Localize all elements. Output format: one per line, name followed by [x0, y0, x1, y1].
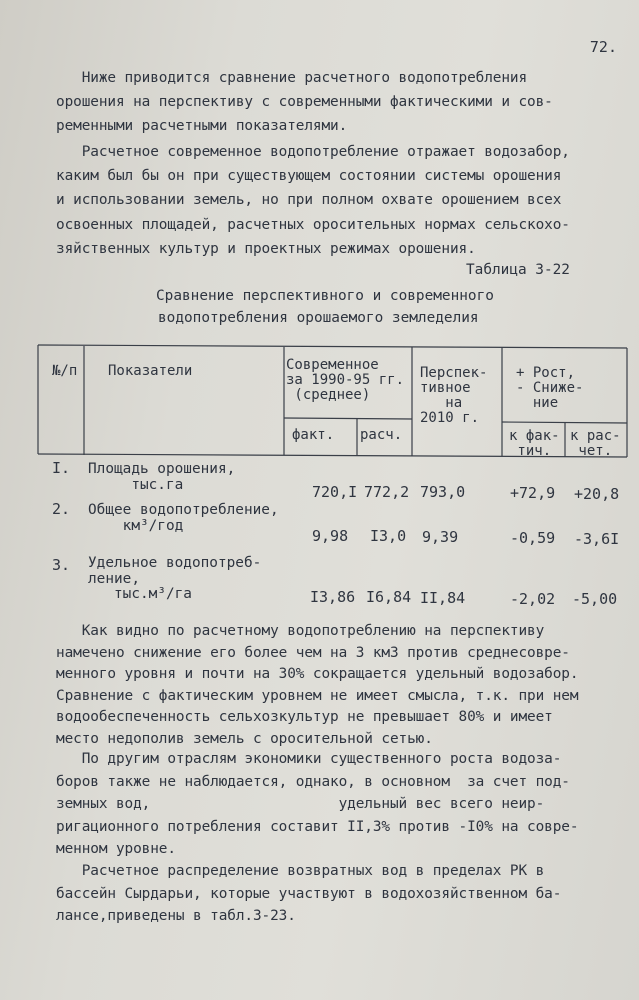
text-line: место недополив земель с оросительной сетью.	[56, 730, 433, 747]
text-line: лансе,приведены в табл.3-23.	[56, 908, 296, 924]
header-perspective: Перспек- тивное на 2010 г.	[420, 365, 488, 426]
text-line: ременными расчетными показателями.	[56, 118, 348, 135]
cell-to-fact: -2,02	[510, 590, 556, 608]
cell-calc: 772,2	[364, 483, 410, 501]
text-line: бассейн Сырдарьи, которые участвуют в водохозяйственном ба-	[56, 885, 562, 902]
text-line: менного уровня и почти на 30% сокращается удельный водозабор.	[56, 666, 579, 682]
cell-fact: 720,I	[312, 483, 358, 501]
cell-to-calc: +20,8	[574, 485, 620, 503]
paragraph-5	[56, 860, 616, 928]
row-label: Общее водопотребление, км³/год	[88, 502, 279, 534]
table-title-line: Сравнение перспективного и современного	[156, 288, 494, 304]
header-fact: факт.	[292, 427, 335, 443]
text-line: Сравнение с фактическим уровнем не имеет смысла, т.к. при нем	[56, 687, 579, 704]
cell-to-calc: -3,6I	[574, 530, 620, 548]
text-line: каким был бы он при существующем состоянии системы орошения	[56, 168, 562, 185]
cell-to-fact: +72,9	[510, 484, 556, 502]
table-label: Таблица 3-22	[466, 262, 570, 278]
row-index: 2.	[52, 500, 71, 518]
text-line: ригационного потребления составит II,3% против -I0% на совре-	[56, 818, 579, 835]
text-line: боров также не наблюдается, однако, в основном за счет под-	[56, 773, 570, 790]
header-calc: расч.	[360, 427, 403, 443]
text-line: земных вод, удельный вес всего неир-	[56, 796, 545, 812]
cell-to-calc: -5,00	[572, 590, 618, 608]
header-growth: + Рост, - Сниже- ние	[516, 365, 584, 411]
text-line: По другим отраслям экономики существенного роста водоза-	[56, 751, 562, 767]
cell-calc: I3,0	[370, 527, 407, 545]
cell-persp: 9,39	[422, 528, 459, 546]
paragraph-4	[56, 748, 616, 861]
cell-persp: 793,0	[420, 483, 466, 501]
header-modern: Современное за 1990-95 гг. (среднее)	[286, 357, 405, 403]
text-line: зяйственных культур и проектных режимах орошения.	[56, 240, 476, 257]
text-line: Ниже приводится сравнение расчетного водопотребления	[56, 70, 528, 86]
text-line: водообеспеченность сельхозкультур не превышает 80% и имеет	[56, 709, 553, 725]
table-title-line: водопотребления орошаемого земледелия	[158, 310, 479, 326]
header-indicators: Показатели	[108, 363, 193, 379]
text-line: Расчетное современное водопотребление отражает водозабор,	[56, 144, 570, 160]
row-label: Удельное водопотреб- ление, тыс.м³/га	[88, 555, 262, 602]
paragraph-3	[56, 621, 616, 750]
cell-to-fact: -0,59	[510, 529, 556, 547]
text-line: освоенных площадей, расчетных оросительных нормах сельскохо-	[56, 216, 570, 233]
row-index: 3.	[52, 556, 71, 574]
text-line: Как видно по расчетному водопотреблению на перспективу	[56, 623, 545, 639]
text-line: менном уровне.	[56, 841, 176, 857]
header-to-fact: к фак- тич.	[509, 428, 560, 459]
header-to-calc: к рас- чет.	[570, 428, 621, 459]
text-line: и использовании земель, но при полном охвате орошением всех	[56, 192, 562, 209]
cell-calc: I6,84	[366, 588, 412, 606]
page-number: 72.	[589, 38, 617, 56]
cell-persp: II,84	[420, 589, 466, 607]
row-label: Площадь орошения, тыс.га	[88, 461, 236, 493]
header-num: №/п	[52, 363, 78, 379]
row-index: I.	[52, 459, 71, 477]
text-line: намечено снижение его более чем на 3 км3 против среднесовре-	[56, 644, 570, 661]
text-line: орошения на перспективу с современными фактическими и сов-	[56, 94, 553, 111]
text-line: Расчетное распределение возвратных вод в пределах РК в	[56, 863, 545, 879]
cell-fact: 9,98	[312, 527, 349, 545]
cell-fact: I3,86	[310, 588, 356, 606]
